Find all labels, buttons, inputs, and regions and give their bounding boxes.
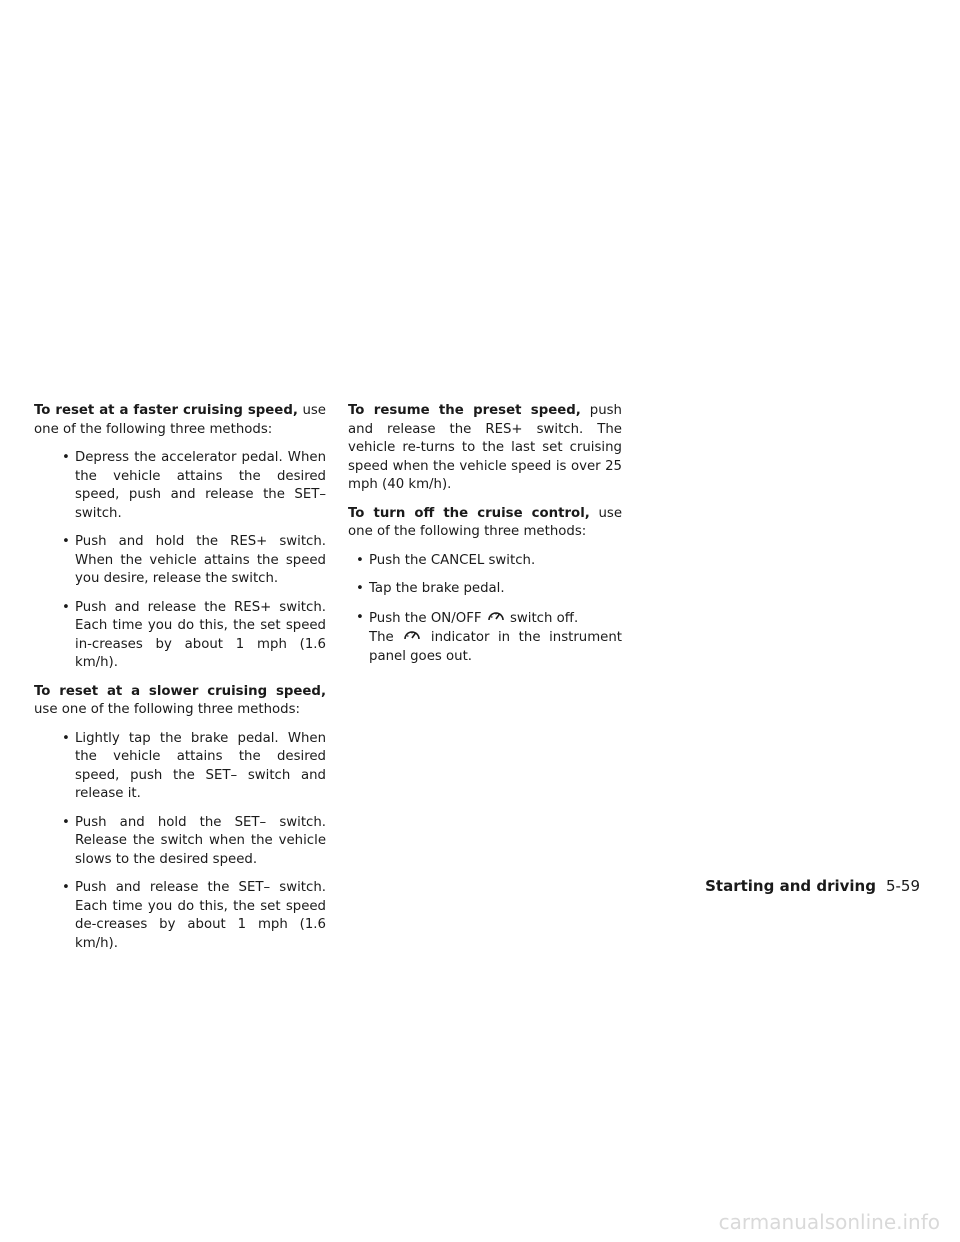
off-list [348, 552, 622, 667]
resume-text: push and release the RES+ switch. The vehicle re-turns to the last set cruising speed when the vehicle speed is over 25 mph (40 km/h). [348, 403, 622, 492]
resume-lead: To resume the preset speed, [348, 403, 581, 418]
list-item: • Push the CANCEL switch. [356, 552, 536, 568]
cruise-control-icon [486, 609, 506, 623]
slower-paragraph [34, 683, 326, 720]
list-item: • Push the ON/OFF switch off. The indicator in the instrument panel goes out. [356, 609, 622, 664]
watermark: carmanualsonline.info [718, 1210, 940, 1234]
list-item: • Depress the accelerator pedal. When the vehicle attains the desired speed, push and release the SET– switch. [62, 450, 326, 521]
list-item: • Lightly tap the brake pedal. When the vehicle attains the desired speed, push the SET– switch and release it. [62, 730, 326, 801]
faster-lead: To reset at a faster cruising speed, [34, 403, 298, 418]
section-title: Starting and driving [705, 877, 876, 895]
slower-list [34, 730, 326, 954]
cruise-control-icon [402, 628, 422, 642]
left-column [34, 402, 326, 963]
slower-intro: use one of the following three methods: [34, 702, 300, 717]
resume-paragraph [348, 402, 622, 495]
list-item: • Tap the brake pedal. [356, 581, 505, 596]
off-paragraph [348, 505, 622, 542]
page-footer [705, 877, 920, 895]
faster-intro: use one of the following three methods: [34, 403, 326, 437]
page-number: 5-59 [885, 877, 920, 895]
list-item: • Push and hold the RES+ switch. When the vehicle attains the speed you desire, release the switch. [62, 534, 326, 586]
right-column [348, 402, 622, 676]
list-item: • Push and release the SET– switch. Each time you do this, the set speed de-creases by about 1 mph (1.6 km/h). [62, 880, 326, 951]
off-intro: use one of the following three methods: [348, 505, 623, 539]
slower-lead: To reset at a slower cruising speed, [34, 683, 326, 699]
list-item: • Push and release the RES+ switch. Each time you do this, the set speed in-creases by about 1 mph (1.6 km/h). [62, 599, 326, 670]
faster-paragraph [34, 402, 326, 439]
off-lead: To turn off the cruise control, [348, 505, 590, 521]
faster-list [34, 449, 326, 673]
list-item: • Push and hold the SET– switch. Release the switch when the vehicle slows to the desired speed. [62, 814, 326, 867]
